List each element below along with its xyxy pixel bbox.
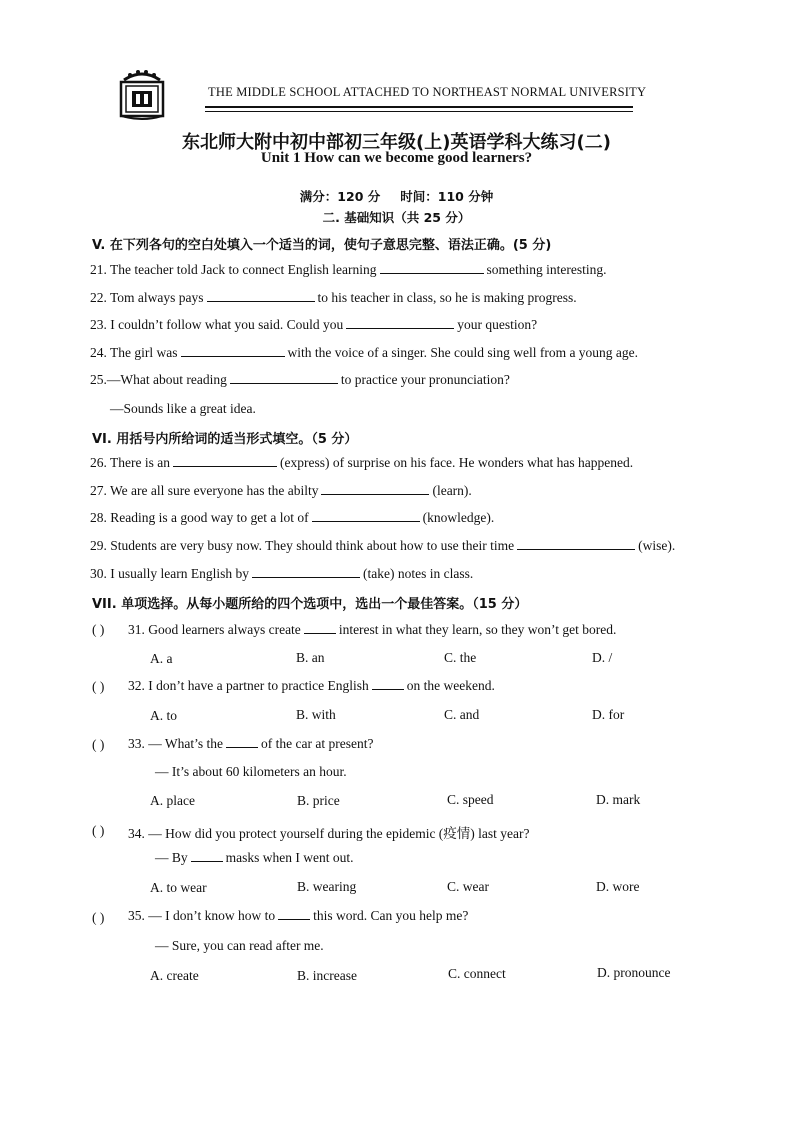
answer-blank[interactable] [252, 566, 360, 578]
answer-blank[interactable] [312, 510, 420, 522]
exam-subtitle: Unit 1 How can we become good learners? [260, 150, 533, 166]
question-22 [90, 290, 577, 306]
question-33-reply: — It’s about 60 kilometers an hour. [155, 764, 347, 779]
question-text: on the weekend. [406, 678, 495, 693]
question-34: 34. — How did you protect yourself during the epidemic (疫情) last year? [128, 826, 530, 841]
option-a[interactable]: A. to [150, 708, 177, 723]
question-26 [90, 455, 633, 471]
answer-parenthesis[interactable]: ( ) [92, 737, 105, 752]
question-text: your question? [457, 317, 538, 332]
question-text: (knowledge). [422, 510, 495, 525]
question-text: (wise). [638, 538, 676, 553]
option-b[interactable]: B. wearing [297, 879, 357, 894]
question-text: (express) of surprise on his face. He wonders what has happened. [279, 455, 634, 470]
question-text: 25.—What about reading [90, 372, 227, 387]
answer-blank [226, 736, 258, 748]
question-text: 31. Good learners always create [128, 622, 301, 637]
question-text: with the voice of a singer. She could sing well from a young age. [287, 345, 639, 360]
answer-blank[interactable] [230, 372, 338, 384]
question-text: (learn). [432, 483, 472, 498]
answer-blank [372, 678, 404, 690]
question-text: 21. The teacher told Jack to connect English learning [90, 262, 377, 277]
option-c[interactable]: C. wear [447, 879, 489, 894]
question-31 [128, 622, 616, 638]
answer-blank[interactable] [181, 345, 285, 357]
question-28 [90, 510, 494, 526]
question-text: this word. Can you help me? [313, 908, 469, 923]
option-b[interactable]: B. price [297, 793, 340, 808]
answer-blank[interactable] [517, 538, 635, 550]
school-name: THE MIDDLE SCHOOL ATTACHED TO NORTHEAST NORMAL UNIVERSITY [208, 85, 647, 99]
answer-blank[interactable] [173, 455, 277, 467]
option-a[interactable]: A. create [150, 968, 199, 983]
option-c[interactable]: C. speed [447, 792, 494, 807]
answer-blank[interactable] [346, 317, 454, 329]
section-vi-heading: VI. 用括号内所给词的适当形式填空。（5 分） [92, 432, 358, 447]
part-heading: 二. 基础知识（共 25 分） [322, 210, 471, 225]
question-27 [90, 483, 472, 499]
question-32 [128, 678, 495, 694]
answer-blank[interactable] [380, 262, 484, 274]
option-d[interactable]: D. for [592, 707, 625, 722]
question-25 [90, 372, 510, 388]
score-time-line [0, 187, 793, 205]
full-score: 满分：120 分 [299, 189, 381, 204]
question-34-reply [155, 850, 354, 866]
answer-blank[interactable] [321, 483, 429, 495]
header-rule-thin [205, 111, 633, 112]
question-text: 32. I don’t have a partner to practice English [128, 678, 369, 693]
question-text: 26. There is an [90, 455, 170, 470]
question-text: of the car at present? [261, 736, 374, 751]
question-35-reply: — Sure, you can read after me. [155, 938, 324, 953]
question-text: 24. The girl was [90, 345, 178, 360]
exam-title: 东北师大附中初中部初三年级(上)英语学科大练习(二) [182, 132, 611, 153]
option-d[interactable]: D. mark [596, 792, 641, 807]
question-text: 23. I couldn’t follow what you said. Could you [90, 317, 344, 332]
question-24 [90, 345, 638, 361]
option-d[interactable]: D. wore [596, 879, 640, 894]
answer-blank[interactable] [207, 290, 315, 302]
option-c[interactable]: C. connect [448, 966, 506, 981]
question-35 [128, 908, 468, 924]
answer-parenthesis[interactable]: ( ) [92, 823, 105, 838]
option-b[interactable]: B. an [296, 650, 325, 665]
answer-parenthesis[interactable]: ( ) [92, 622, 105, 637]
question-text: 29. Students are very busy now. They should think about how to use their time [90, 538, 515, 553]
question-text: — By [155, 850, 188, 865]
answer-blank [191, 850, 223, 862]
question-29 [90, 538, 675, 554]
question-text: (take) notes in class. [362, 566, 474, 581]
exam-time: 时间：110 分钟 [400, 189, 494, 204]
question-text: to practice your pronunciation? [340, 372, 510, 387]
question-text: 28. Reading is a good way to get a lot of [90, 510, 309, 525]
answer-parenthesis[interactable]: ( ) [92, 910, 105, 925]
answer-blank [278, 908, 310, 920]
option-a[interactable]: A. a [150, 651, 173, 666]
question-21 [90, 262, 607, 278]
question-text: 35. — I don’t know how to [128, 908, 276, 923]
option-c[interactable]: C. and [444, 707, 480, 722]
section-vii-heading: VII. 单项选择。从每小题所给的四个选项中，选出一个最佳答案。（15 分） [92, 597, 528, 612]
question-text: to his teacher in class, so he is making progress. [317, 290, 577, 305]
question-text: something interesting. [486, 262, 607, 277]
question-text: interest in what they learn, so they won’t get bored. [338, 622, 617, 637]
question-text: 30. I usually learn English by [90, 566, 249, 581]
question-33 [128, 736, 373, 752]
option-a[interactable]: A. place [150, 793, 195, 808]
question-30 [90, 566, 473, 582]
question-23 [90, 317, 537, 333]
question-text: 27. We are all sure everyone has the abilty [90, 483, 319, 498]
answer-blank [304, 622, 336, 634]
question-text: masks when I went out. [225, 850, 354, 865]
option-a[interactable]: A. to wear [150, 880, 207, 895]
option-b[interactable]: B. with [296, 707, 336, 722]
option-d[interactable]: D. / [592, 650, 613, 665]
option-d[interactable]: D. pronounce [597, 965, 671, 980]
answer-parenthesis[interactable]: ( ) [92, 679, 105, 694]
section-v-heading: V. 在下列各句的空白处填入一个适当的词，使句子意思完整、语法正确。(5 分) [92, 238, 552, 253]
option-c[interactable]: C. the [444, 650, 477, 665]
school-logo-emblem [118, 66, 166, 120]
header-rule-thick [205, 106, 633, 108]
question-text: 22. Tom always pays [90, 290, 204, 305]
question-25-reply: —Sounds like a great idea. [110, 401, 256, 416]
question-text: 33. — What’s the [128, 736, 223, 751]
option-b[interactable]: B. increase [297, 968, 357, 983]
